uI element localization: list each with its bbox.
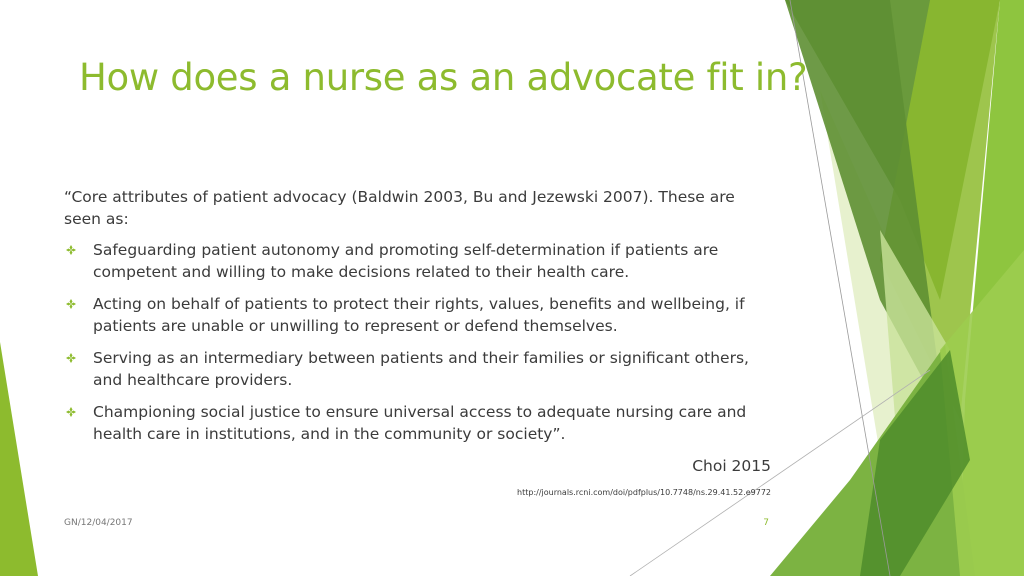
list-item	[64, 401, 776, 445]
source-link[interactable]: http://journals.rcni.com/doi/pdfplus/10.7748/ns.29.41.52.e9772	[517, 488, 771, 497]
diamond-bullet-icon	[66, 407, 76, 417]
page-number: 7	[763, 518, 769, 528]
list-item-text: Serving as an intermediary between patients and their families or significant others, and healthcare providers.	[93, 349, 749, 389]
intro-text: “Core attributes of patient advocacy (Baldwin 2003, Bu and Jezewski 2007). These are seen as:	[64, 188, 735, 228]
footer-date: GN/12/04/2017	[64, 518, 133, 528]
slide-body	[64, 186, 776, 455]
list-item-text: Safeguarding patient autonomy and promoting self-determination if patients are competent and willing to make decisions related to their health care.	[93, 241, 719, 281]
list-item-text: Championing social justice to ensure universal access to adequate nursing care and health care in institutions, and in the community or society”.	[93, 403, 747, 443]
list-item	[64, 347, 776, 391]
left-accent-shape	[0, 342, 38, 576]
diamond-bullet-icon	[66, 299, 76, 309]
diamond-bullet-icon	[66, 245, 76, 255]
list-item-text: Acting on behalf of patients to protect their rights, values, benefits and wellbeing, if patients are unable or unwilling to represent or defend themselves.	[93, 295, 745, 335]
list-item	[64, 239, 776, 283]
citation: Choi 2015	[692, 457, 771, 475]
diamond-bullet-icon	[66, 353, 76, 363]
list-item	[64, 293, 776, 337]
slide-title: How does a nurse as an advocate fit in?	[79, 56, 808, 99]
bullet-list	[64, 239, 776, 445]
